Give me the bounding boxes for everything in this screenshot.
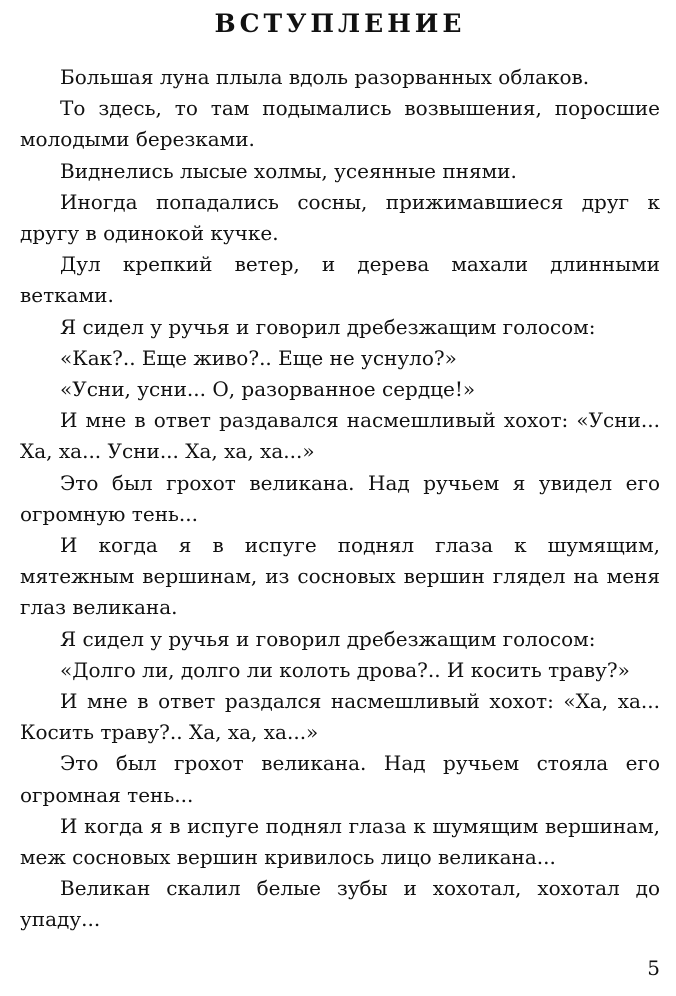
paragraph: Я сидел у ручья и говорил дребезжащим голосом: [60,626,596,651]
paragraph: И когда я в испуге поднял глаза к шумящим, мятежным вершинам, из сосновых вершин глядел на меня глаз великана. [20,533,660,620]
book-page [20,0,660,996]
paragraph: Великан скалил белые зубы и хохотал, хохотал до упаду... [20,876,660,932]
chapter-title: ВСТУПЛЕНИЕ [214,9,466,38]
paragraph: И мне в ответ раздавался насмешливый хохот: «Усни... Ха, ха... Усни... Ха, ха, ха...» [20,408,660,464]
paragraph: И когда я в испуге поднял глаза к шумящим вершинам, меж сосновых вершин кривилось лицо великана... [20,813,660,870]
paragraph: Большая луна плыла вдоль разорванных облаков. [60,65,590,89]
chapter-body [20,62,660,936]
paragraph: «Как?.. Еще живо?.. Еще не уснуло?» [60,345,457,370]
paragraph: Иногда попадались сосны, прижимавшиеся друг к другу в одинокой кучке. [20,189,660,246]
paragraph: Виднелись лысые холмы, усеянные пнями. [60,158,517,183]
paragraph: Дул крепкий ветер, и дерева махали длинными ветками. [20,252,660,308]
paragraph: То здесь, то там подымались возвышения, поросшие молодыми березками. [20,96,660,152]
paragraph: Это был грохот великана. Над ручьем я увидел его огромную тень... [20,470,660,526]
paragraph: Это был грохот великана. Над ручьем стояла его огромная тень... [20,751,660,807]
paragraph: «Долго ли, долго ли колоть дрова?.. И косить траву?» [60,657,630,682]
paragraph: И мне в ответ раздался насмешливый хохот: «Ха, ха... Косить траву?.. Ха, ха, ха...» [20,689,660,745]
page-number: 5 [647,956,660,980]
paragraph: Я сидел у ручья и говорил дребезжащим голосом: [60,314,596,339]
paragraph: «Усни, усни... О, разорванное сердце!» [60,377,476,402]
